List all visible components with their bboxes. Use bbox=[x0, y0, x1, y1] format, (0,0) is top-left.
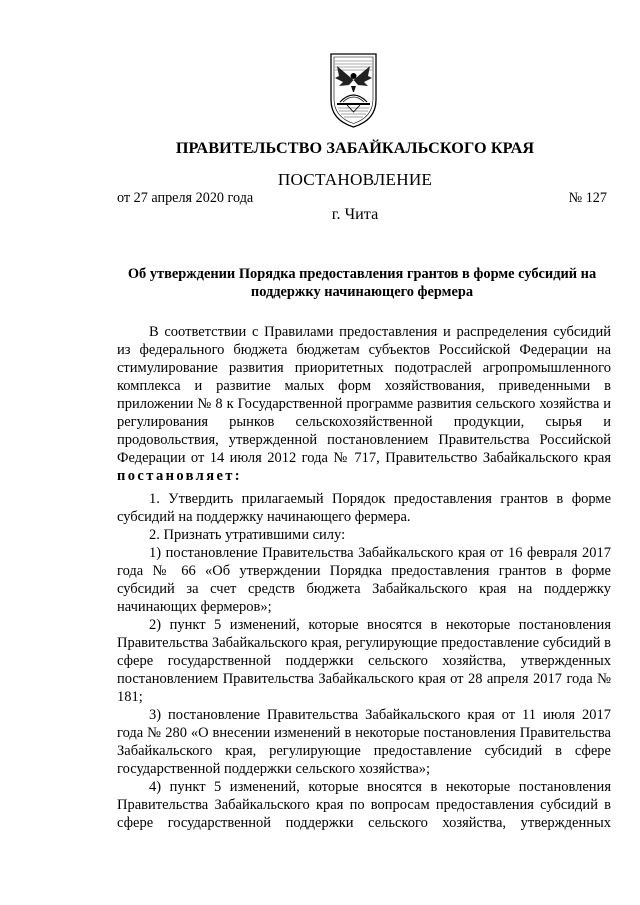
document-date: от 27 апреля 2020 года bbox=[117, 190, 254, 206]
clause-2-4: 4) пункт 5 изменений, которые вносятся в некоторые постановления Правительства Забайкальского края по вопросам предоставления субсидий в сфере государственной поддержки сельского хозяйства, утвержденных bbox=[117, 779, 611, 831]
document-number: № 127 bbox=[568, 190, 607, 206]
clause-1: 1. Утвердить прилагаемый Порядок предоставления грантов в форме субсидий на поддержку начинающего фермера. bbox=[117, 491, 611, 525]
clause-2-2: 2) пункт 5 изменений, которые вносятся в некоторые постановления Правительства Забайкальского края, регулирующие предоставление субсидий в сфере государственной поддержки сельского хозяйства, утвержденных постановлением Правительства Забайкальского края от 28 апреля 2017 года № 181; bbox=[117, 617, 611, 705]
coat-of-arms-icon bbox=[327, 52, 380, 129]
clause-2-1: 1) постановление Правительства Забайкальского края от 16 февраля 2017 года № 66 «Об утверждении Порядка предоставления грантов в форме субсидий за счет средств бюджета Забайкальского края на поддержку начинающих фермеров»; bbox=[117, 545, 611, 615]
government-title: ПРАВИТЕЛЬСТВО ЗАБАЙКАЛЬСКОГО КРАЯ bbox=[175, 139, 535, 157]
document-subject: Об утверждении Порядка предоставления грантов в форме субсидий на поддержку начинающего фермера bbox=[127, 266, 597, 300]
document-type: ПОСТАНОВЛЕНИЕ bbox=[277, 170, 433, 189]
document-city: г. Чита bbox=[331, 205, 379, 223]
preamble-emphasis: постановляет: bbox=[117, 468, 243, 484]
preamble-paragraph bbox=[117, 323, 611, 485]
document-body bbox=[117, 323, 611, 832]
clause-2-3: 3) постановление Правительства Забайкальского края от 11 июля 2017 года № 280 «О внесении изменений в некоторые постановления Правительства Забайкальского края, регулирующие предоставление субсидий в сфере государственной поддержки сельского хозяйства»; bbox=[117, 707, 611, 777]
clause-2: 2. Признать утратившими силу: bbox=[149, 527, 346, 543]
preamble-text: В соответствии с Правилами предоставления и распределения субсидий из федерального бюджета бюджетам субъектов Российской Федерации на стимулирование развития приоритетных подотраслей агропромышленного комплекса и развитие малых форм хозяйствования, приведенными в приложении № 8 к Государственной программе развития сельского хозяйства и регулирования рынков сельскохозяйственной продукции, сырья и продовольствия, утвержденной постановлением Правительства Российской Федерации от 14 июля 2012 года № 717, Правительство Забайкальского края bbox=[117, 324, 611, 466]
